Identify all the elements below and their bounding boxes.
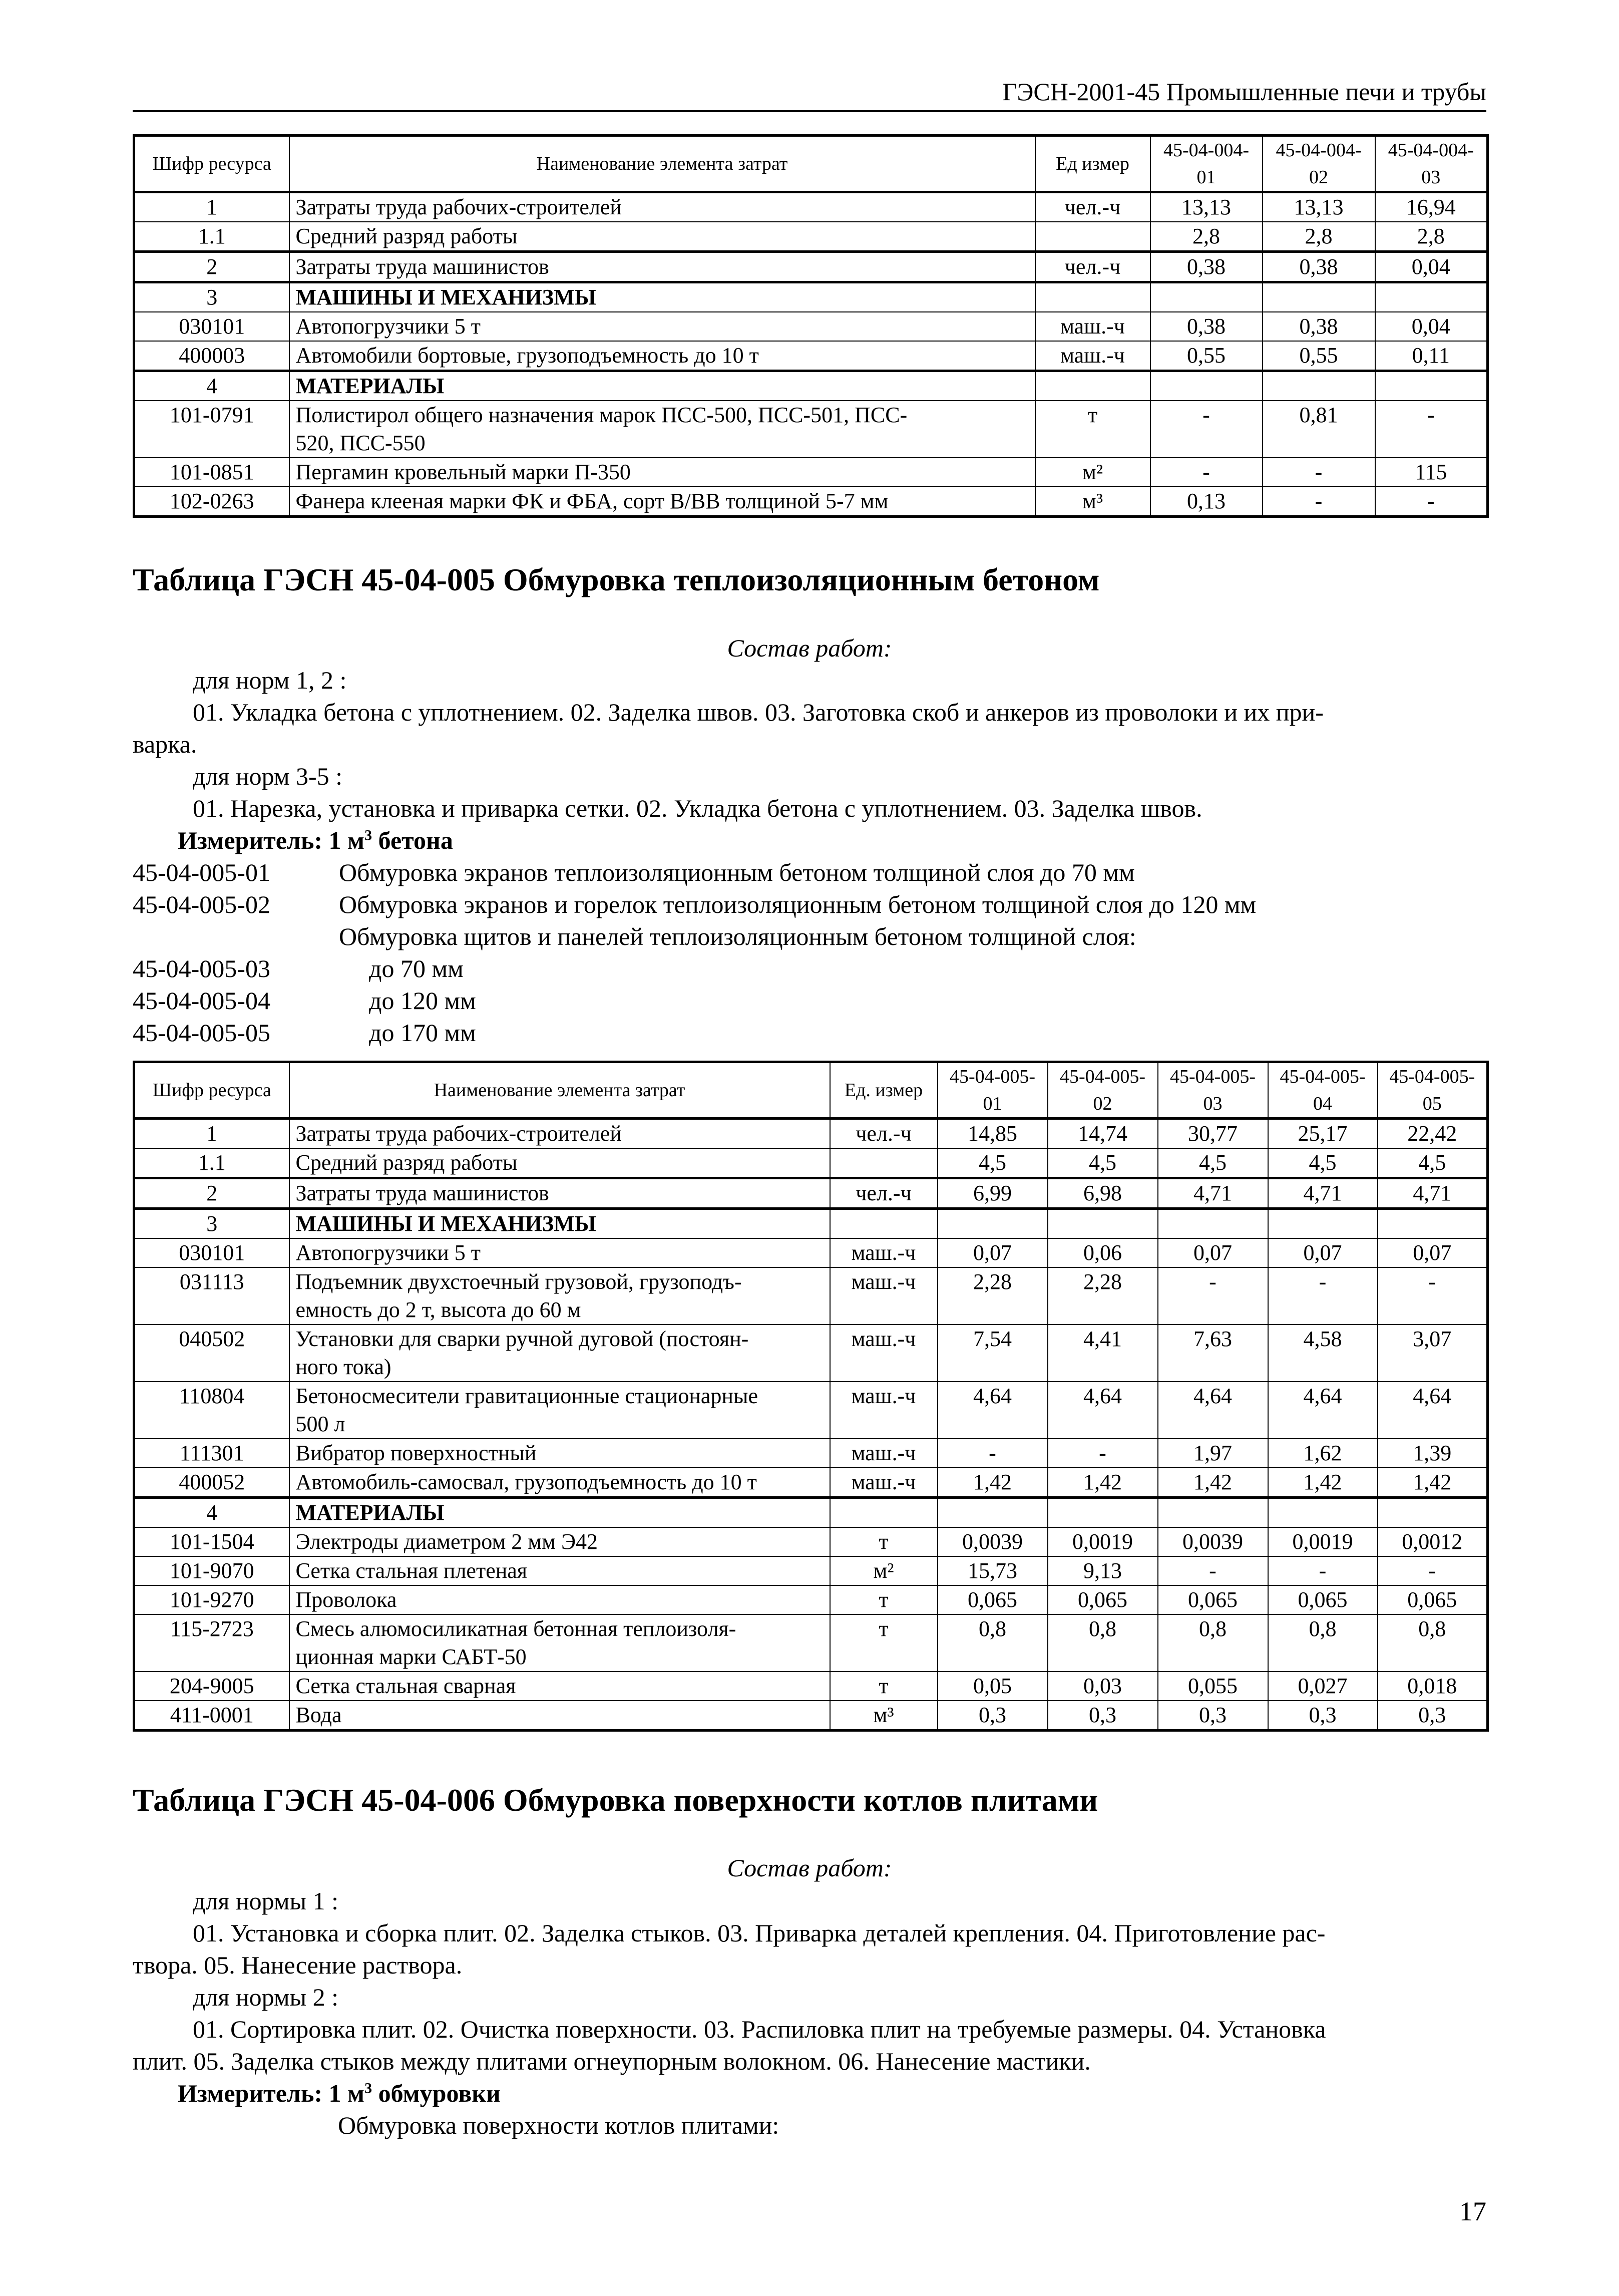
resource-code: 102-0263 bbox=[134, 487, 289, 517]
work-description-006 bbox=[133, 1885, 1486, 2077]
value-cell: 0,027 bbox=[1268, 1672, 1378, 1701]
cost-item-name: Подъемник двухстоечный грузовой, грузоподъ- емность до 2 т, высота до 60 м bbox=[289, 1267, 830, 1325]
table-row bbox=[134, 1178, 1488, 1209]
resource-code: 1 bbox=[134, 192, 289, 222]
value-cell: - bbox=[1048, 1439, 1158, 1468]
cost-item-name: МАШИНЫ И МЕХАНИЗМЫ bbox=[289, 1209, 830, 1239]
unit-cell: маш.-ч bbox=[830, 1325, 938, 1382]
norm-description: Обмуровка экранов и горелок теплоизоляционным бетоном толщиной слоя до 120 мм bbox=[339, 890, 1257, 918]
norm-description: Обмуровка экранов теплоизоляционным бетоном толщиной слоя до 70 мм bbox=[339, 858, 1135, 886]
norm-code: 45-04-005-04 bbox=[133, 987, 270, 1015]
unit-cell: чел.-ч bbox=[1035, 252, 1150, 282]
cost-item-name: Автомобили бортовые, грузоподъемность до 10 т bbox=[289, 341, 1035, 371]
norm-code: 45-04-005-03 bbox=[133, 954, 270, 982]
value-cell: 0,018 bbox=[1378, 1672, 1488, 1701]
norm-code-row bbox=[133, 856, 1486, 888]
norm-code-row bbox=[133, 1017, 1486, 1049]
value-cell: 0,0019 bbox=[1048, 1527, 1158, 1556]
unit-cell: маш.-ч bbox=[1035, 312, 1150, 341]
table-row bbox=[134, 1498, 1488, 1528]
value-cell: 3,07 bbox=[1378, 1325, 1488, 1382]
work-list-2: 01. Сортировка плит. 02. Очистка поверхности. 03. Распиловка плит на требуемые размеры. 04. Установка bbox=[193, 2015, 1326, 2043]
sostav-label: Состав работ: bbox=[727, 634, 892, 662]
value-cell: 0,0012 bbox=[1378, 1527, 1488, 1556]
measure-sup: 3 bbox=[364, 2080, 372, 2097]
value-cell: 0,04 bbox=[1375, 312, 1488, 341]
value-cell: 0,11 bbox=[1375, 341, 1488, 371]
value-cell: 0,04 bbox=[1375, 252, 1488, 282]
value-cell: - bbox=[938, 1439, 1048, 1468]
page-header: ГЭСН-2001-45 Промышленные печи и трубы bbox=[133, 75, 1486, 112]
cost-item-name: Бетоносмесители гравитационные стационарные 500 л bbox=[289, 1382, 830, 1439]
unit-cell bbox=[830, 1148, 938, 1178]
section-title-005: Таблица ГЭСН 45-04-005 Обмуровка теплоизоляционным бетоном bbox=[133, 562, 1100, 597]
resource-code: 110804 bbox=[134, 1382, 289, 1439]
value-cell: 0,55 bbox=[1150, 341, 1263, 371]
table-row bbox=[134, 458, 1488, 487]
value-cell bbox=[1048, 1498, 1158, 1528]
unit-cell: маш.-ч bbox=[830, 1238, 938, 1267]
column-header: 45-04-004-02 bbox=[1263, 136, 1375, 192]
value-cell: 1,42 bbox=[1268, 1468, 1378, 1498]
table-row bbox=[134, 1614, 1488, 1672]
resource-code: 115-2723 bbox=[134, 1614, 289, 1672]
norm-code bbox=[133, 920, 339, 952]
column-header: Наименование элемента затрат bbox=[289, 136, 1035, 192]
unit-cell: маш.-ч bbox=[830, 1439, 938, 1468]
column-header: Шифр ресурса bbox=[134, 136, 289, 192]
unit-cell: маш.-ч bbox=[830, 1468, 938, 1498]
value-cell: 2,28 bbox=[1048, 1267, 1158, 1325]
work-list-1-2-cont: варка. bbox=[133, 730, 197, 758]
table-row bbox=[134, 487, 1488, 517]
unit-cell: т bbox=[830, 1585, 938, 1614]
cost-item-name: Фанера клееная марки ФК и ФБА, сорт В/ВВ толщиной 5-7 мм bbox=[289, 487, 1035, 517]
value-cell bbox=[1268, 1498, 1378, 1528]
table-row bbox=[134, 252, 1488, 282]
value-cell: 1,42 bbox=[1158, 1468, 1268, 1498]
value-cell: - bbox=[1378, 1556, 1488, 1585]
measure-005 bbox=[178, 824, 453, 856]
value-cell: 0,0039 bbox=[1158, 1527, 1268, 1556]
value-cell: 0,38 bbox=[1263, 252, 1375, 282]
value-cell: 7,54 bbox=[938, 1325, 1048, 1382]
norm-code-row bbox=[133, 952, 1486, 985]
resource-code: 031113 bbox=[134, 1267, 289, 1325]
unit-cell: чел.-ч bbox=[830, 1119, 938, 1149]
resource-code: 111301 bbox=[134, 1439, 289, 1468]
norm-2-label: для нормы 2 : bbox=[193, 1983, 339, 2011]
cost-item-name: Автопогрузчики 5 т bbox=[289, 312, 1035, 341]
value-cell: 25,17 bbox=[1268, 1119, 1378, 1149]
value-cell bbox=[1150, 371, 1263, 401]
resource-code: 2 bbox=[134, 252, 289, 282]
norm-code-row bbox=[133, 920, 1486, 952]
resource-code: 400003 bbox=[134, 341, 289, 371]
value-cell: - bbox=[1375, 401, 1488, 458]
value-cell: 0,0039 bbox=[938, 1527, 1048, 1556]
value-cell bbox=[1375, 371, 1488, 401]
value-cell bbox=[1048, 1209, 1158, 1239]
table-row bbox=[134, 1556, 1488, 1585]
cost-item-name: Проволока bbox=[289, 1585, 830, 1614]
value-cell bbox=[938, 1209, 1048, 1239]
work-list-1-2: 01. Укладка бетона с уплотнением. 02. Заделка швов. 03. Заготовка скоб и анкеров из проволоки и их при- bbox=[193, 698, 1324, 726]
cost-item-name: Затраты труда рабочих-строителей bbox=[289, 1119, 830, 1149]
norm-description: Обмуровка щитов и панелей теплоизоляционным бетоном толщиной слоя: bbox=[339, 922, 1136, 950]
value-cell: 0,55 bbox=[1263, 341, 1375, 371]
norm-codes-list bbox=[133, 856, 1486, 1049]
unit-cell: т bbox=[830, 1527, 938, 1556]
table-row bbox=[134, 1238, 1488, 1267]
value-cell: - bbox=[1158, 1267, 1268, 1325]
measure-label: Измеритель: bbox=[178, 826, 323, 854]
table-row bbox=[134, 1325, 1488, 1382]
value-cell bbox=[1158, 1209, 1268, 1239]
value-cell: 0,81 bbox=[1263, 401, 1375, 458]
resource-code: 101-9270 bbox=[134, 1585, 289, 1614]
unit-cell: т bbox=[830, 1614, 938, 1672]
resource-code: 1.1 bbox=[134, 1148, 289, 1178]
resource-code: 101-0791 bbox=[134, 401, 289, 458]
unit-cell bbox=[1035, 222, 1150, 252]
value-cell: 4,5 bbox=[1158, 1148, 1268, 1178]
cost-item-name: Сетка стальная плетеная bbox=[289, 1556, 830, 1585]
column-header: Ед. измер bbox=[830, 1062, 938, 1119]
norm-code: 45-04-005-05 bbox=[133, 1019, 270, 1047]
table-header-row bbox=[134, 1062, 1488, 1119]
table-row bbox=[134, 341, 1488, 371]
value-cell: 4,71 bbox=[1158, 1178, 1268, 1209]
resource-code: 030101 bbox=[134, 312, 289, 341]
value-cell: 0,8 bbox=[1048, 1614, 1158, 1672]
cost-item-name: Установки для сварки ручной дуговой (постоян- ного тока) bbox=[289, 1325, 830, 1382]
norm-code-row bbox=[133, 888, 1486, 920]
resource-code: 411-0001 bbox=[134, 1701, 289, 1731]
work-list-2-cont: плит. 05. Заделка стыков между плитами огнеупорным волокном. 06. Нанесение мастики. bbox=[133, 2047, 1091, 2075]
unit-cell bbox=[1035, 282, 1150, 312]
value-cell: 0,07 bbox=[938, 1238, 1048, 1267]
table-row bbox=[134, 1209, 1488, 1239]
value-cell: 2,28 bbox=[938, 1267, 1048, 1325]
value-cell: 4,71 bbox=[1378, 1178, 1488, 1209]
table-row bbox=[134, 1672, 1488, 1701]
norm-code: 45-04-005-02 bbox=[133, 890, 270, 918]
unit-cell: т bbox=[830, 1672, 938, 1701]
cost-item-name: Затраты труда машинистов bbox=[289, 252, 1035, 282]
value-cell: 0,3 bbox=[1158, 1701, 1268, 1731]
value-cell: 4,64 bbox=[1048, 1382, 1158, 1439]
value-cell: 0,055 bbox=[1158, 1672, 1268, 1701]
work-list-1-cont: твора. 05. Нанесение раствора. bbox=[133, 1951, 463, 1979]
cost-item-name: МАШИНЫ И МЕХАНИЗМЫ bbox=[289, 282, 1035, 312]
resource-code: 204-9005 bbox=[134, 1672, 289, 1701]
value-cell: 4,58 bbox=[1268, 1325, 1378, 1382]
table-row bbox=[134, 1527, 1488, 1556]
value-cell: - bbox=[1150, 401, 1263, 458]
value-cell: 4,71 bbox=[1268, 1178, 1378, 1209]
value-cell: - bbox=[1263, 458, 1375, 487]
value-cell: 1,62 bbox=[1268, 1439, 1378, 1468]
cost-item-name: Смесь алюмосиликатная бетонная теплоизоля- ционная марки САБТ-50 bbox=[289, 1614, 830, 1672]
value-cell: 14,74 bbox=[1048, 1119, 1158, 1149]
value-cell: 0,065 bbox=[1268, 1585, 1378, 1614]
table-row bbox=[134, 312, 1488, 341]
value-cell: 0,07 bbox=[1158, 1238, 1268, 1267]
page-number: 17 bbox=[1459, 2196, 1486, 2226]
resource-code: 3 bbox=[134, 282, 289, 312]
table-45-04-005 bbox=[133, 1061, 1489, 1732]
value-cell: - bbox=[1263, 487, 1375, 517]
value-cell bbox=[1378, 1209, 1488, 1239]
value-cell: 0,8 bbox=[938, 1614, 1048, 1672]
resource-code: 3 bbox=[134, 1209, 289, 1239]
table-header-row bbox=[134, 136, 1488, 192]
norm-description: до 170 мм bbox=[369, 1019, 476, 1047]
cost-item-name: МАТЕРИАЛЫ bbox=[289, 371, 1035, 401]
cost-item-name: Полистирол общего назначения марок ПСС-500, ПСС-501, ПСС- 520, ПСС-550 bbox=[289, 401, 1035, 458]
resource-code: 400052 bbox=[134, 1468, 289, 1498]
value-cell: 4,5 bbox=[1268, 1148, 1378, 1178]
column-header: 45-04-005-02 bbox=[1048, 1062, 1158, 1119]
norm-description: до 70 мм bbox=[369, 954, 464, 982]
resource-code: 101-9070 bbox=[134, 1556, 289, 1585]
value-cell: 6,98 bbox=[1048, 1178, 1158, 1209]
work-description-005 bbox=[133, 664, 1486, 824]
norm-1-label: для нормы 1 : bbox=[193, 1887, 339, 1915]
column-header: Ед измер bbox=[1035, 136, 1150, 192]
table-row bbox=[134, 222, 1488, 252]
value-cell: 0,38 bbox=[1150, 312, 1263, 341]
table-row bbox=[134, 192, 1488, 222]
column-header: 45-04-004-01 bbox=[1150, 136, 1263, 192]
measure-value: 1 м bbox=[328, 826, 365, 854]
section-title-006: Таблица ГЭСН 45-04-006 Обмуровка поверхности котлов плитами bbox=[133, 1782, 1098, 1818]
value-cell: 0,3 bbox=[1048, 1701, 1158, 1731]
unit-cell: м² bbox=[1035, 458, 1150, 487]
cost-item-name: Сетка стальная сварная bbox=[289, 1672, 830, 1701]
value-cell: 4,64 bbox=[1268, 1382, 1378, 1439]
cost-item-name: Электроды диаметром 2 мм Э42 bbox=[289, 1527, 830, 1556]
cost-item-name: Вода bbox=[289, 1701, 830, 1731]
unit-cell: чел.-ч bbox=[830, 1178, 938, 1209]
value-cell: 0,065 bbox=[1378, 1585, 1488, 1614]
work-list-3-5: 01. Нарезка, установка и приварка сетки. 02. Укладка бетона с уплотнением. 03. Заделка швов. bbox=[193, 794, 1202, 822]
section-final-line: Обмуровка поверхности котлов плитами: bbox=[338, 2111, 779, 2139]
norms-3-5-label: для норм 3-5 : bbox=[193, 762, 343, 790]
resource-code: 101-1504 bbox=[134, 1527, 289, 1556]
value-cell: 115 bbox=[1375, 458, 1488, 487]
value-cell bbox=[1150, 282, 1263, 312]
value-cell: 0,065 bbox=[1048, 1585, 1158, 1614]
value-cell: 13,13 bbox=[1263, 192, 1375, 222]
value-cell: 0,07 bbox=[1378, 1238, 1488, 1267]
value-cell: 0,03 bbox=[1048, 1672, 1158, 1701]
value-cell: 1,97 bbox=[1158, 1439, 1268, 1468]
value-cell: 9,13 bbox=[1048, 1556, 1158, 1585]
norm-description: до 120 мм bbox=[369, 987, 476, 1015]
value-cell: 4,41 bbox=[1048, 1325, 1158, 1382]
unit-cell: чел.-ч bbox=[1035, 192, 1150, 222]
value-cell bbox=[938, 1498, 1048, 1528]
value-cell: 0,065 bbox=[938, 1585, 1048, 1614]
cost-item-name: Пергамин кровельный марки П-350 bbox=[289, 458, 1035, 487]
value-cell: 0,3 bbox=[1268, 1701, 1378, 1731]
value-cell: - bbox=[1378, 1267, 1488, 1325]
value-cell: 4,64 bbox=[938, 1382, 1048, 1439]
resource-code: 2 bbox=[134, 1178, 289, 1209]
value-cell: 4,64 bbox=[1378, 1382, 1488, 1439]
measure-sup: 3 bbox=[364, 827, 372, 844]
value-cell: 7,63 bbox=[1158, 1325, 1268, 1382]
value-cell: 2,8 bbox=[1150, 222, 1263, 252]
sostav-label: Состав работ: bbox=[727, 1854, 892, 1882]
unit-cell: м³ bbox=[830, 1701, 938, 1731]
work-list-1: 01. Установка и сборка плит. 02. Заделка стыков. 03. Приварка деталей крепления. 04. Приготовление рас- bbox=[193, 1919, 1326, 1947]
unit-cell: маш.-ч bbox=[1035, 341, 1150, 371]
table-row bbox=[134, 1468, 1488, 1498]
resource-code: 1.1 bbox=[134, 222, 289, 252]
value-cell: 16,94 bbox=[1375, 192, 1488, 222]
column-header: Наименование элемента затрат bbox=[289, 1062, 830, 1119]
value-cell bbox=[1268, 1209, 1378, 1239]
table-row bbox=[134, 371, 1488, 401]
measure-unit: бетона bbox=[378, 826, 453, 854]
value-cell: 0,38 bbox=[1150, 252, 1263, 282]
unit-cell bbox=[830, 1498, 938, 1528]
measure-unit: обмуровки bbox=[378, 2079, 501, 2107]
value-cell: 1,42 bbox=[1048, 1468, 1158, 1498]
cost-item-name: Затраты труда рабочих-строителей bbox=[289, 192, 1035, 222]
measure-006 bbox=[178, 2077, 501, 2109]
value-cell: 6,99 bbox=[938, 1178, 1048, 1209]
value-cell: - bbox=[1268, 1267, 1378, 1325]
norms-1-2-label: для норм 1, 2 : bbox=[193, 666, 347, 694]
column-header: 45-04-005-03 bbox=[1158, 1062, 1268, 1119]
value-cell: 0,0019 bbox=[1268, 1527, 1378, 1556]
cost-item-name: Средний разряд работы bbox=[289, 1148, 830, 1178]
unit-cell: м² bbox=[830, 1556, 938, 1585]
value-cell bbox=[1375, 282, 1488, 312]
value-cell: 2,8 bbox=[1263, 222, 1375, 252]
value-cell: 4,5 bbox=[1378, 1148, 1488, 1178]
table-row bbox=[134, 1267, 1488, 1325]
cost-item-name: Средний разряд работы bbox=[289, 222, 1035, 252]
value-cell: 0,3 bbox=[1378, 1701, 1488, 1731]
resource-code: 101-0851 bbox=[134, 458, 289, 487]
measure-value: 1 м bbox=[328, 2079, 365, 2107]
table-row bbox=[134, 1701, 1488, 1731]
value-cell: 0,8 bbox=[1378, 1614, 1488, 1672]
value-cell: 0,3 bbox=[938, 1701, 1048, 1731]
unit-cell: т bbox=[1035, 401, 1150, 458]
value-cell: 4,64 bbox=[1158, 1382, 1268, 1439]
resource-code: 4 bbox=[134, 1498, 289, 1528]
column-header: 45-04-005-01 bbox=[938, 1062, 1048, 1119]
value-cell: 0,8 bbox=[1158, 1614, 1268, 1672]
value-cell bbox=[1158, 1498, 1268, 1528]
norm-code-row bbox=[133, 985, 1486, 1017]
resource-code: 040502 bbox=[134, 1325, 289, 1382]
column-header: 45-04-005-04 bbox=[1268, 1062, 1378, 1119]
cost-item-name: Вибратор поверхностный bbox=[289, 1439, 830, 1468]
unit-cell bbox=[830, 1209, 938, 1239]
unit-cell bbox=[1035, 371, 1150, 401]
value-cell: 30,77 bbox=[1158, 1119, 1268, 1149]
table-row bbox=[134, 1119, 1488, 1149]
value-cell: 4,5 bbox=[1048, 1148, 1158, 1178]
value-cell: 1,42 bbox=[1378, 1468, 1488, 1498]
value-cell bbox=[1378, 1498, 1488, 1528]
table-row bbox=[134, 282, 1488, 312]
column-header: 45-04-004-03 bbox=[1375, 136, 1488, 192]
table-row bbox=[134, 401, 1488, 458]
value-cell: 0,07 bbox=[1268, 1238, 1378, 1267]
value-cell: 0,06 bbox=[1048, 1238, 1158, 1267]
column-header: Шифр ресурса bbox=[134, 1062, 289, 1119]
value-cell: - bbox=[1158, 1556, 1268, 1585]
value-cell: 2,8 bbox=[1375, 222, 1488, 252]
value-cell: 13,13 bbox=[1150, 192, 1263, 222]
value-cell bbox=[1263, 282, 1375, 312]
value-cell bbox=[1263, 371, 1375, 401]
table-row bbox=[134, 1382, 1488, 1439]
unit-cell: маш.-ч bbox=[830, 1382, 938, 1439]
value-cell: - bbox=[1375, 487, 1488, 517]
value-cell: 0,38 bbox=[1263, 312, 1375, 341]
column-header: 45-04-005-05 bbox=[1378, 1062, 1488, 1119]
resource-code: 4 bbox=[134, 371, 289, 401]
table-45-04-004 bbox=[133, 134, 1489, 518]
value-cell: 1,39 bbox=[1378, 1439, 1488, 1468]
unit-cell: м³ bbox=[1035, 487, 1150, 517]
unit-cell: маш.-ч bbox=[830, 1267, 938, 1325]
value-cell: 0,8 bbox=[1268, 1614, 1378, 1672]
value-cell: 0,065 bbox=[1158, 1585, 1268, 1614]
value-cell: 14,85 bbox=[938, 1119, 1048, 1149]
cost-item-name: Автомобиль-самосвал, грузоподъемность до 10 т bbox=[289, 1468, 830, 1498]
cost-item-name: Затраты труда машинистов bbox=[289, 1178, 830, 1209]
norm-code: 45-04-005-01 bbox=[133, 858, 270, 886]
value-cell: 0,05 bbox=[938, 1672, 1048, 1701]
value-cell: 4,5 bbox=[938, 1148, 1048, 1178]
resource-code: 1 bbox=[134, 1119, 289, 1149]
table-row bbox=[134, 1585, 1488, 1614]
cost-item-name: Автопогрузчики 5 т bbox=[289, 1238, 830, 1267]
value-cell: 22,42 bbox=[1378, 1119, 1488, 1149]
cost-item-name: МАТЕРИАЛЫ bbox=[289, 1498, 830, 1528]
measure-label: Измеритель: bbox=[178, 2079, 323, 2107]
value-cell: 1,42 bbox=[938, 1468, 1048, 1498]
value-cell: - bbox=[1268, 1556, 1378, 1585]
value-cell: 15,73 bbox=[938, 1556, 1048, 1585]
value-cell: 0,13 bbox=[1150, 487, 1263, 517]
table-row bbox=[134, 1439, 1488, 1468]
value-cell: - bbox=[1150, 458, 1263, 487]
table-row bbox=[134, 1148, 1488, 1178]
resource-code: 030101 bbox=[134, 1238, 289, 1267]
